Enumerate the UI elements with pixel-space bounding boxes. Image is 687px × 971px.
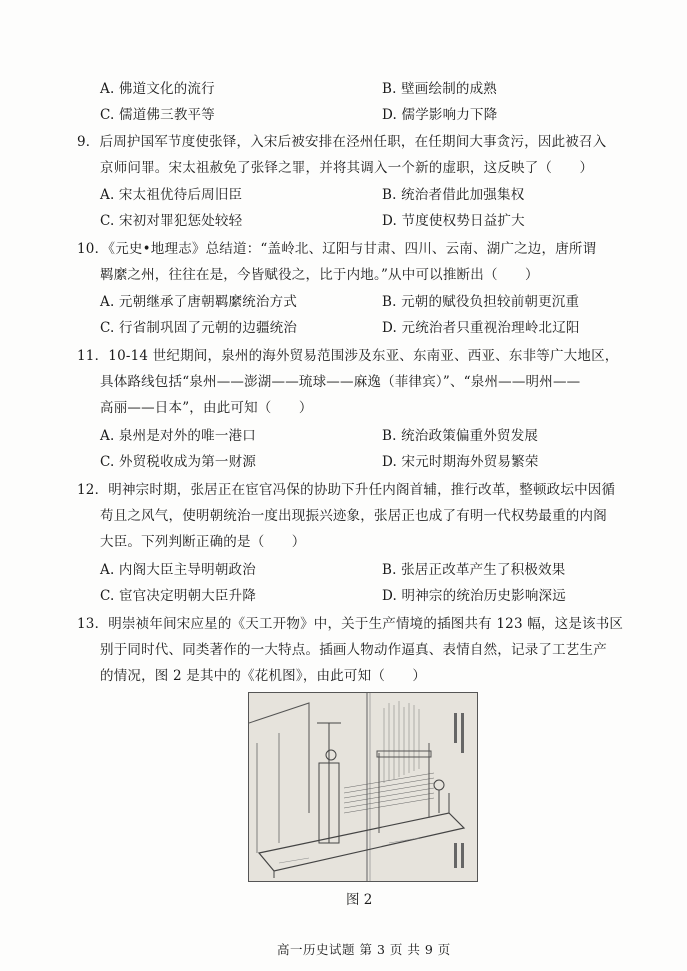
q8-option-c: C. 儒道佛三教平等 [100,107,215,123]
q11-option-a: A. 泉州是对外的唯一港口 [100,428,256,444]
q10-stem-line-1: 10．《元史•地理志》总结道：“盖岭北、辽阳与甘肃、四川、云南、湖广之边，唐所谓 [77,241,597,257]
q13-stem-line-2: 别于同时代、同类著作的一大特点。插画人物动作逼真、表情自然，记录了工艺生产 [100,642,607,658]
q10-option-d: D. 元统治者只重视治理岭北辽阳 [382,320,580,336]
q10-stem-line-2: 羁縻之州，往往在是，今皆赋役之，比于内地。”从中可以推断出（ ） [100,267,539,283]
q11-stem-line-1: 11．10-14 世纪期间，泉州的海外贸易范围涉及东亚、东南亚、西亚、东非等广大地区， [77,348,619,364]
q9-stem-line-1: 9．后周护国军节度使张铎，入宋后被安排在泾州任职，在任期间大事贪污，因此被召入 [77,134,607,150]
q10-option-a: A. 元朝继承了唐朝羁縻统治方式 [100,294,298,310]
q8-option-b: B. 壁画绘制的成熟 [382,81,498,97]
loom-illustration [248,692,478,882]
q8-option-d: D. 儒学影响力下降 [382,107,498,123]
q10-option-c: C. 行省制巩固了元朝的边疆统治 [100,320,298,336]
q9-option-c: C. 宋初对罪犯惩处较轻 [100,213,243,229]
q11-option-c: C. 外贸税收成为第一财源 [100,454,257,470]
figure-caption: 图 2 [346,892,373,908]
q11-option-b: B. 统治政策偏重外贸发展 [382,428,539,444]
q11-stem-line-3: 高丽——日本”，由此可知（ ） [100,400,313,416]
q12-option-c: C. 宦官决定明朝大臣升降 [100,588,257,604]
q12-option-b: B. 张居正改革产生了积极效果 [382,562,566,578]
q11-option-d: D. 宋元时期海外贸易繁荣 [382,454,539,470]
q12-stem-line-1: 12．明神宗时期，张居正在宦官冯保的协助下升任内阁首辅，推行改革，整顿政坛中因循 [77,482,616,498]
q12-option-d: D. 明神宗的统治历史影响深远 [382,588,566,604]
q12-stem-line-2: 苟且之风气，使明朝统治一度出现振兴迹象，张居正也成了有明一代权势最重的内阁 [100,508,607,524]
q9-option-d: D. 节度使权势日益扩大 [382,213,525,229]
q12-stem-line-3: 大臣。下列判断正确的是（ ） [100,534,306,550]
q9-stem-line-2: 京师问罪。宋太祖赦免了张铎之罪，并将其调入一个新的虚职，这反映了（ ） [100,160,594,176]
q10-option-b: B. 元朝的赋役负担较前朝更沉重 [382,294,580,310]
q12-option-a: A. 内阁大臣主导明朝政治 [100,562,256,578]
q8-option-a: A. 佛道文化的流行 [100,81,215,97]
page-footer: 高一历史试题 第 3 页 共 9 页 [277,942,451,957]
q11-stem-line-2: 具体路线包括“泉州——澎湖——琉球——麻逸（菲律宾）”、“泉州——明州—— [100,374,581,390]
q9-option-b: B. 统治者借此加强集权 [382,187,525,203]
q13-stem-line-3: 的情况，图 2 是其中的《花机图》，由此可知（ ） [100,668,427,684]
q9-option-a: A. 宋太祖优待后周旧臣 [100,187,243,203]
q13-stem-line-1: 13．明崇祯年间宋应星的《天工开物》中，关于生产情境的插图共有 123 幅，这是该书区 [77,616,624,632]
